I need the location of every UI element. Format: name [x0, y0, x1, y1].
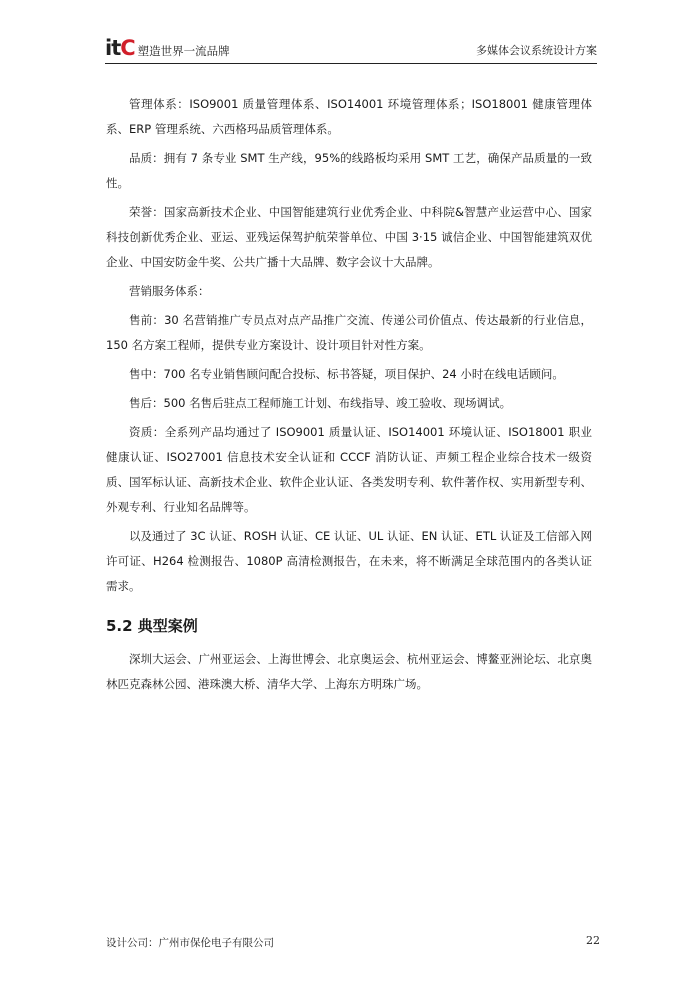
paragraph-marketing-heading: 营销服务体系： — [129, 284, 210, 298]
paragraph-certifications: 以及通过了 3C 认证、ROSH 认证、CE 认证、UL 认证、EN 认证、ETL 认证及工信部入网许可证、H264 检测报告、1080P 高清检测报告，在未来，将不断满足全球范围内的各类认证需求。 — [106, 529, 592, 593]
paragraph-honors: 荣誉：国家高新技术企业、中国智能建筑行业优秀企业、中科院&智慧产业运营中心、国家科技创新优秀企业、亚运、亚残运保驾护航荣誉单位、中国 3·15 诚信企业、中国智能建筑双优企业、中国安防金牛奖、公共广播十大品牌、数字会议十大品牌。 — [106, 205, 592, 269]
paragraph-insale: 售中：700 名专业销售顾问配合投标、标书答疑，项目保护、24 小时在线电话顾问。 — [129, 367, 564, 381]
page-header — [105, 34, 597, 64]
paragraph-presale: 售前：30 名营销推广专员点对点产品推广交流、传递公司价值点、传达最新的行业信息，150 名方案工程师，提供专业方案设计、设计项目针对性方案。 — [106, 313, 592, 352]
paragraph-cases: 深圳大运会、广州亚运会、上海世博会、北京奥运会、杭州亚运会、博鳌亚洲论坛、北京奥林匹克森林公园、港珠澳大桥、清华大学、上海东方明珠广场。 — [106, 652, 592, 691]
document-title: 多媒体会议系统设计方案 — [476, 44, 597, 57]
brand-slogan: 塑造世界一流品牌 — [137, 44, 230, 59]
brand-logo — [105, 38, 230, 59]
paragraph-quality: 品质：拥有 7 条专业 SMT 生产线，95%的线路板均采用 SMT 工艺，确保产品质量的一致性。 — [106, 151, 592, 190]
paragraph-aftersale: 售后：500 名售后驻点工程师施工计划、布线指导、竣工验收、现场调试。 — [129, 396, 512, 410]
paragraph-management: 管理体系：ISO9001 质量管理体系、ISO14001 环境管理体系；ISO18001 健康管理体系、ERP 管理系统、六西格玛品质管理体系。 — [106, 97, 592, 136]
page-body — [106, 92, 592, 701]
section-heading-typical-cases: 5.2 典型案例 — [106, 617, 198, 635]
itc-logo-icon: itC — [105, 36, 135, 60]
page-number: 22 — [586, 934, 600, 947]
paragraph-qualifications: 资质：全系列产品均通过了 ISO9001 质量认证、ISO14001 环境认证、ISO18001 职业健康认证、ISO27001 信息技术安全认证和 CCCF 消防认证、声频工程企业综合技术一级资质、国军标认证、高新技术企业、软件企业认证、各类发明专利、软件著作权、实用新型专利、外观专利、行业知名品牌等。 — [106, 425, 592, 514]
footer-company: 设计公司：广州市保伦电子有限公司 — [106, 937, 274, 949]
